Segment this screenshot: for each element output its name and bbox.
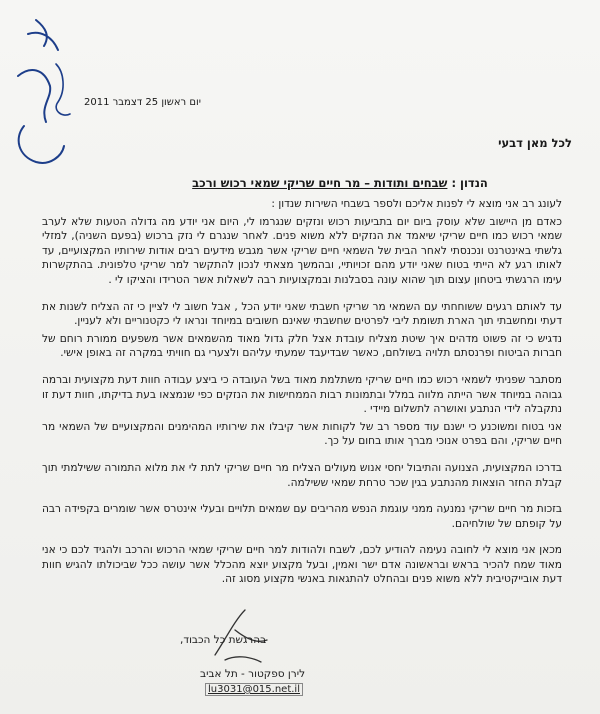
handwritten-signature-top [6,6,90,176]
subject-text: שבחים ותודות – מר חיים שריקי שמאי רכוש ורכב [192,176,448,190]
letter-body [42,197,562,599]
letter-signer: לירן ספקטור - תל אביב [200,668,306,680]
letter-greeting: לכל מאן דבעי [498,136,572,150]
paragraph-8: בזכות מר חיים שריקי נמנעה ממני עוגמת הנפש מהריבים עם שמאים תלויים ובעלי אינטרס אשר שומרים בקפידה רבה על קופתם של שולחיהם. [42,503,562,530]
paragraph-3: עד לאותם רגעים ששוחחתי עם השמאי מר שריקי חשבתי שאני יודע הכל , אבל חשוב לי לציין כי זה הצליח לשנות את דעתי ומחשבתי תוך הארת תשומת ליבי לפרטים שחשבתי שאינם חשובים במיוחד ונראו לי כקטנוריים ולא לעניין. [42,300,562,328]
paragraph-1: לעונג רב אני מוצא לי לפנות אליכם ולספר בשבחי השירות שנדון : [271,198,562,210]
subject-prefix: הנדון : [451,176,488,190]
paragraph-6: אני בטוח ומשוכנע כי ישנם עוד מספר רב של לקוחות אשר קיבלו את שירותיו המהימנים והמקצועיים של השמאי מר חיים שריקי, והם בפרט אנוכי מברך אותו בחום על כך. [42,420,562,448]
paragraph-9: מכאן אני מוצא לי לחובה נעימה להודיע לכם, לשבח ולהודות למר חיים שריקי שמאי הרכוש והרכב ולהגיד לכם כי אני מאוד שמח להכיר בראש ובראשונה אדם ישר ואמין, ובעל מקצוע יוצא מהכלל אשר עושה ככל שביכולתו להגיש חוות דעת אובייקטיבית ללא משוא פנים ובהחלט להתגאות באנשי מקצוע מסוג זה. [42,544,562,586]
paragraph-4: נדגיש כי זה פשוט מדהים איך שיטת מצליח עובדת אצל חלק גדול מאוד מהשמאים אשר משפעים ממורת רוחם של חברות הביטוח ופרנסתם תלויה בשולחם, כאשר שבדיעבד שמעתי עליהם ולצערי גם חוויתי במקרה זה באופן אישי. [42,332,562,360]
letter-closing: בהרגשת כל הכבוד, [180,634,267,646]
letter-subject [150,176,530,190]
signer-email[interactable]: lu3031@015.net.il [205,683,303,696]
letter-date: יום ראשון 25 דצמבר 2011 [84,97,201,108]
paragraph-7: בדרכו המקצועית, הצנועה והתיבול יחסי אנוש מעולים הצליח מר חיים שריקי לתת לי את מלוא התמורה ששילמתי תוך קבלת החזר הוצאות מהנתבע בגין שכר טרחת שמאי ששילמה. [42,461,562,489]
paragraph-2: כאדם מן היישוב שלא עוסק ביום יום בתביעות רכוש ונזקים שנגרמו לי, היום אני יודע מה גדולה הטעות שלא לערב שמאי רכוש כמו חיים שריקי שיאמד את הנזקים ללא משוא פנים. לאחר שנגרם לי נזק ברכוש (בפעם השניה), למזלי גלשתי באינטרנט ונכנסתי לאחר הבית של השמאי חיים שריקי אשר מגבש מידעים רבים אודות שירותיו המקצועיים, עד לאותו רגע לא הייתי בטוח שאני יודע מהם זכויותיי, ובהמשך מצאתי לנכון להתקשר למר שריקי טלפונית. בהתקשרות עימו הרגשתי ביטחון עצום תוך שהוא עונה בסבלנות ובמקצועיות רבה לשאלות אשר הטרידו והציקו לי . [42,215,562,286]
paragraph-5: מסתבר שפניתי לשמאי רכוש כמו חיים שריקי משתלמת מאוד בשל העובדה כי ביצע עבודה חוות דעת מקצועית וברמה גבוהה במיוחד אשר הייתה מלווה במלל ובתמונות רבות הממחישות את הנזקים כפי שנמצאו בעת בדיקתו, חוות דעת זו נתקבלה לידי הנתבע ואושרה לתשלום מיידי . [42,373,562,416]
